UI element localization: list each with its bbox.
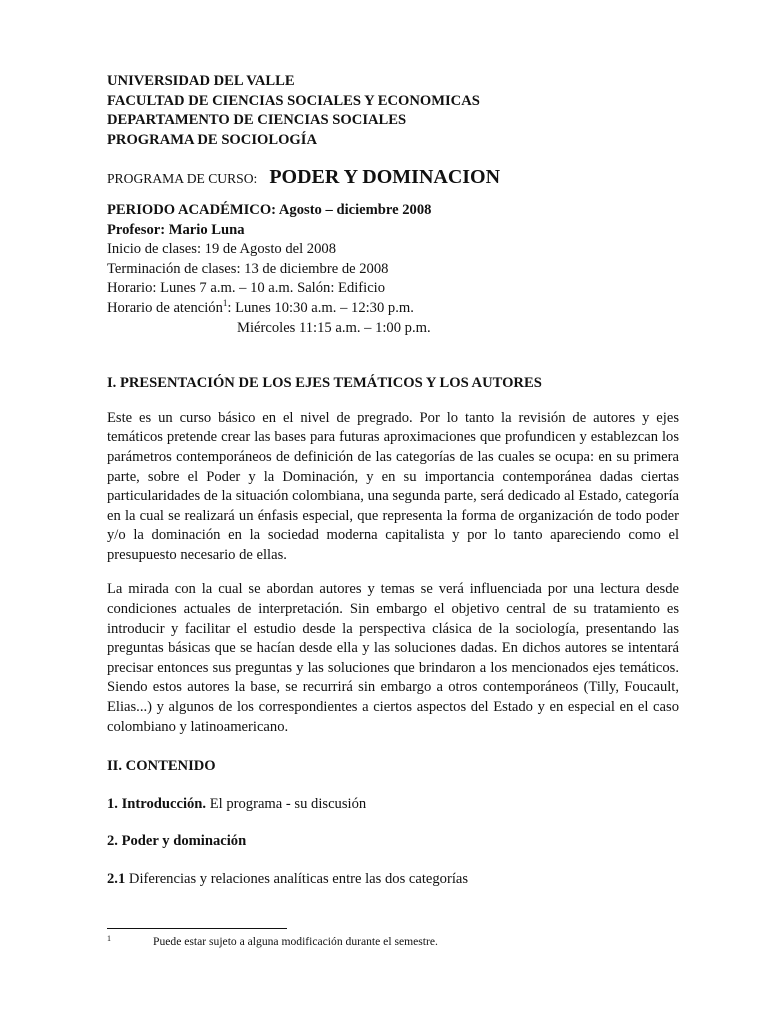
professor: Profesor: Mario Luna (107, 221, 245, 238)
footnote-text: Puede estar sujeto a alguna modificación durante el semestre. (153, 935, 438, 948)
course-info (107, 201, 679, 338)
document-body (107, 72, 679, 890)
class-end: Terminación de clases: 13 de diciembre de 2008 (107, 260, 389, 277)
class-start: Inicio de clases: 19 de Agosto del 2008 (107, 241, 336, 258)
department-name: DEPARTAMENTO DE CIENCIAS SOCIALES (107, 112, 407, 129)
section-title-presentation: I. PRESENTACIÓN DE LOS EJES TEMÁTICOS Y LOS AUTORES (107, 375, 542, 392)
course-heading (107, 168, 679, 189)
office-hours-monday: : Lunes 10:30 a.m. – 12:30 p.m. (227, 299, 414, 316)
institution-header (107, 72, 679, 150)
footnote (107, 934, 667, 949)
office-hours-label: Horario de atención (107, 299, 223, 316)
paragraph-2: La mirada con la cual se abordan autores y temas se verá influenciada por una lectura desde condiciones actuales de interpretación. Sin embargo el objetivo central de su tratamiento es introducir y facilitar el estudio desde la perspectiva clásica de la sociología, presentando las preguntas básicas que se hacían desde ella y las soluciones dadas. En dichos autores se intentará precisar entonces sus preguntas y las soluciones que brindaron a los mencionados ejes temáticos. Siendo estos autores la base, se recurrirá sin embargo a otros contemporáneos (Tilly, Foucault, Elias...) y algunos de los correspondientes a ciertos aspectos del Estado y en especial en el caso colombiano y latinoamericano. (107, 581, 679, 735)
academic-period: PERIODO ACADÉMICO: Agosto – diciembre 2008 (107, 201, 432, 218)
university-name: UNIVERSIDAD DEL VALLE (107, 73, 295, 89)
office-hours-wednesday: Miércoles 11:15 a.m. – 1:00 p.m. (237, 319, 431, 336)
content-item-2: 2. Poder y dominación (107, 833, 247, 850)
section-title-content: II. CONTENIDO (107, 758, 216, 775)
paragraph-1: Este es un curso básico en el nivel de pregrado. Por lo tanto la revisión de autores y ejes temáticos pretende crear las bases para futuras aproximaciones que profundicen y establezcan los parámetros contemporáneos de definición de las categorías de las cuales se ocupa: en su primera parte, sobre el Poder y la Dominación, y en su importancia contemporánea dadas ciertas particularidades de la situación colombiana, una segunda parte, será dedicado al Estado, categoría en la cual se realizará un énfasis especial, que representa la forma de organización de todo poder y/o la dominación en la sociedad moderna capitalista y por lo tanto apareciendo como el presupuesto necesario de ellas. (107, 409, 679, 563)
class-schedule: Horario: Lunes 7 a.m. – 10 a.m. Salón: Edificio (107, 280, 386, 297)
office-hours (107, 299, 679, 319)
course-prefix: PROGRAMA DE CURSO: (107, 171, 258, 187)
item-2-1-text: Diferencias y relaciones analíticas entre las dos categorías (125, 871, 469, 887)
footnote-ref[interactable]: 1 (222, 298, 228, 309)
item-1-number: 1. Introducción. (107, 795, 207, 812)
program-name: PROGRAMA DE SOCIOLOGÍA (107, 131, 318, 148)
course-title: PODER Y DOMINACION (269, 166, 501, 189)
content-item-1 (107, 795, 679, 815)
item-1-text: El programa - su discusión (206, 795, 367, 812)
footnote-number: 1 (107, 934, 111, 943)
faculty-name: FACULTAD DE CIENCIAS SOCIALES Y ECONOMICAS (107, 92, 480, 109)
item-2-1-number: 2.1 (107, 871, 126, 887)
content-item-2-1 (107, 870, 679, 890)
footnote-separator (107, 928, 287, 929)
